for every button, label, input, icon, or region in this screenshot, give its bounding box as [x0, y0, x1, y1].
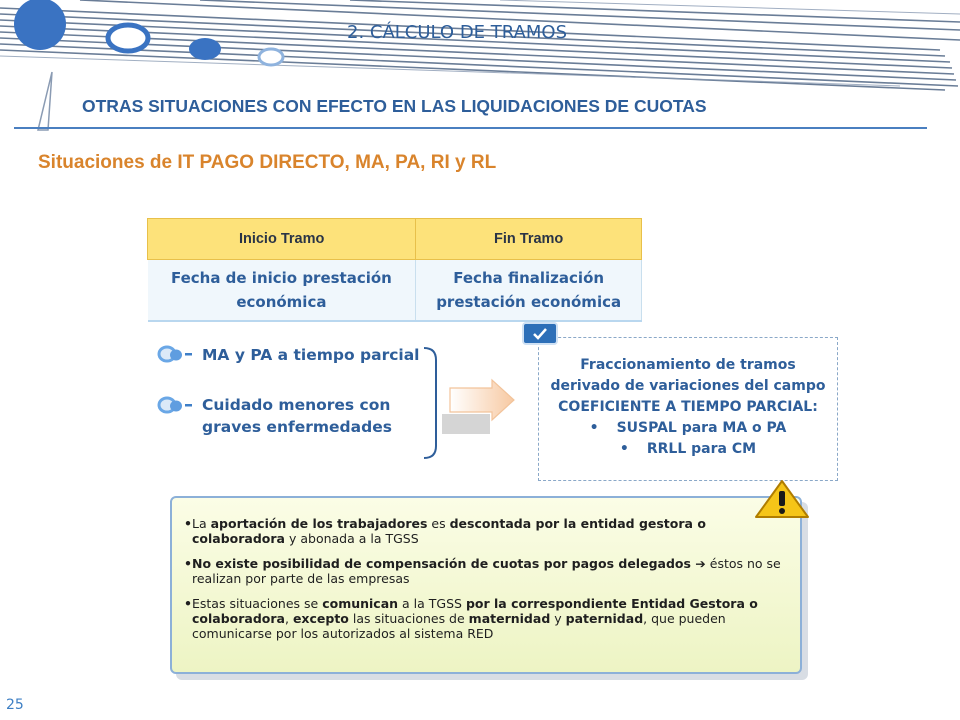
note2-a: No existe posibilidad de compensación de cuotas por pagos delegados: [192, 556, 696, 571]
decor-wedge: [38, 72, 52, 130]
note2-arrow-icon: ➔: [695, 556, 706, 571]
note-item-aportacion: [184, 516, 784, 546]
box-bullet-rrll: [540, 439, 836, 460]
note-list: [184, 516, 784, 651]
note1-a: La: [192, 516, 211, 531]
note3-j: paternidad: [565, 611, 644, 626]
note3-i: y: [550, 611, 566, 626]
case-cuidado-menores-label: [202, 394, 392, 438]
note1-d: descontada por la entidad gestora o colaboradora: [192, 516, 706, 546]
note-item-comunicacion: [184, 596, 784, 641]
note2-b: éstos no se realizan por parte de las empresas: [192, 556, 781, 586]
box-line3: COEFICIENTE A TIEMPO PARCIAL:: [558, 399, 818, 415]
note1-b: aportación de los trabajadores: [210, 516, 428, 531]
header-decoration: [0, 0, 960, 140]
decor-ring-2: [259, 49, 283, 65]
note3-c: a la TGSS: [398, 596, 466, 611]
box-line1: Fraccionamiento de tramos: [580, 357, 796, 373]
section-title: 2. CÁLCULO DE TRAMOS: [347, 22, 567, 43]
page-heading: OTRAS SITUACIONES CON EFECTO EN LAS LIQUIDACIONES DE CUOTAS: [82, 96, 707, 116]
cell-inicio-line2: económica: [236, 293, 327, 311]
note1-c: es: [427, 516, 450, 531]
box-bullet-suspal-text: SUSPAL para MA o PA: [616, 420, 787, 436]
note3-h: maternidad: [468, 611, 551, 626]
ring-bullet-icon: [156, 393, 196, 417]
box-bullet-suspal: [540, 418, 836, 439]
box-line2: derivado de variaciones del campo: [550, 378, 826, 394]
warning-icon: [753, 478, 811, 520]
note3-e: ,: [285, 611, 293, 626]
note3-g: las situaciones de: [348, 611, 469, 626]
note3-a: Estas situaciones se: [192, 596, 323, 611]
case-ma-pa-label: MA y PA a tiempo parcial: [202, 346, 420, 364]
cell-inicio-line1: Fecha de inicio prestación: [170, 269, 392, 287]
note3-b: comunican: [322, 596, 399, 611]
header-fin-tramo: Fin Tramo: [416, 219, 642, 260]
box-bullet-rrll-text: RRLL para CM: [646, 441, 757, 457]
note3-d: por la correspondiente Entidad Gestora o colaboradora: [192, 596, 758, 626]
cell-fin-line1: Fecha finalización: [453, 269, 605, 287]
decor-ring-1: [108, 25, 148, 51]
table-header-row: [148, 219, 642, 260]
heading-divider: [14, 127, 927, 129]
cell-inicio: [148, 260, 416, 322]
cell-fin-line2: prestación económica: [436, 293, 622, 311]
note1-e: y abonada a la TGSS: [285, 531, 419, 546]
ring-bullet-icon: [156, 342, 196, 366]
header-inicio-tramo: Inicio Tramo: [148, 219, 416, 260]
table-row: [148, 260, 642, 322]
case-cuidado-line2: graves enfermedades: [202, 418, 392, 436]
subtitle: Situaciones de IT PAGO DIRECTO, MA, PA, RI y RL: [38, 152, 497, 173]
note3-f: excepto: [292, 611, 349, 626]
cell-fin: [416, 260, 642, 322]
decor-circle-large: [14, 0, 66, 50]
case-cuidado-line1: Cuidado menores con: [202, 396, 391, 414]
note3-k: , que pueden comunicarse por los autorizados al sistema RED: [192, 611, 726, 641]
page-number: 25: [6, 697, 24, 713]
coeficiente-text: [540, 355, 836, 460]
box-bullet-list: [540, 418, 836, 460]
tramos-table: [147, 218, 642, 322]
note-item-compensacion: [184, 556, 784, 586]
arrow-right-icon: [436, 378, 520, 440]
decor-circle-2: [189, 38, 221, 60]
checkmark-icon: [522, 322, 558, 345]
